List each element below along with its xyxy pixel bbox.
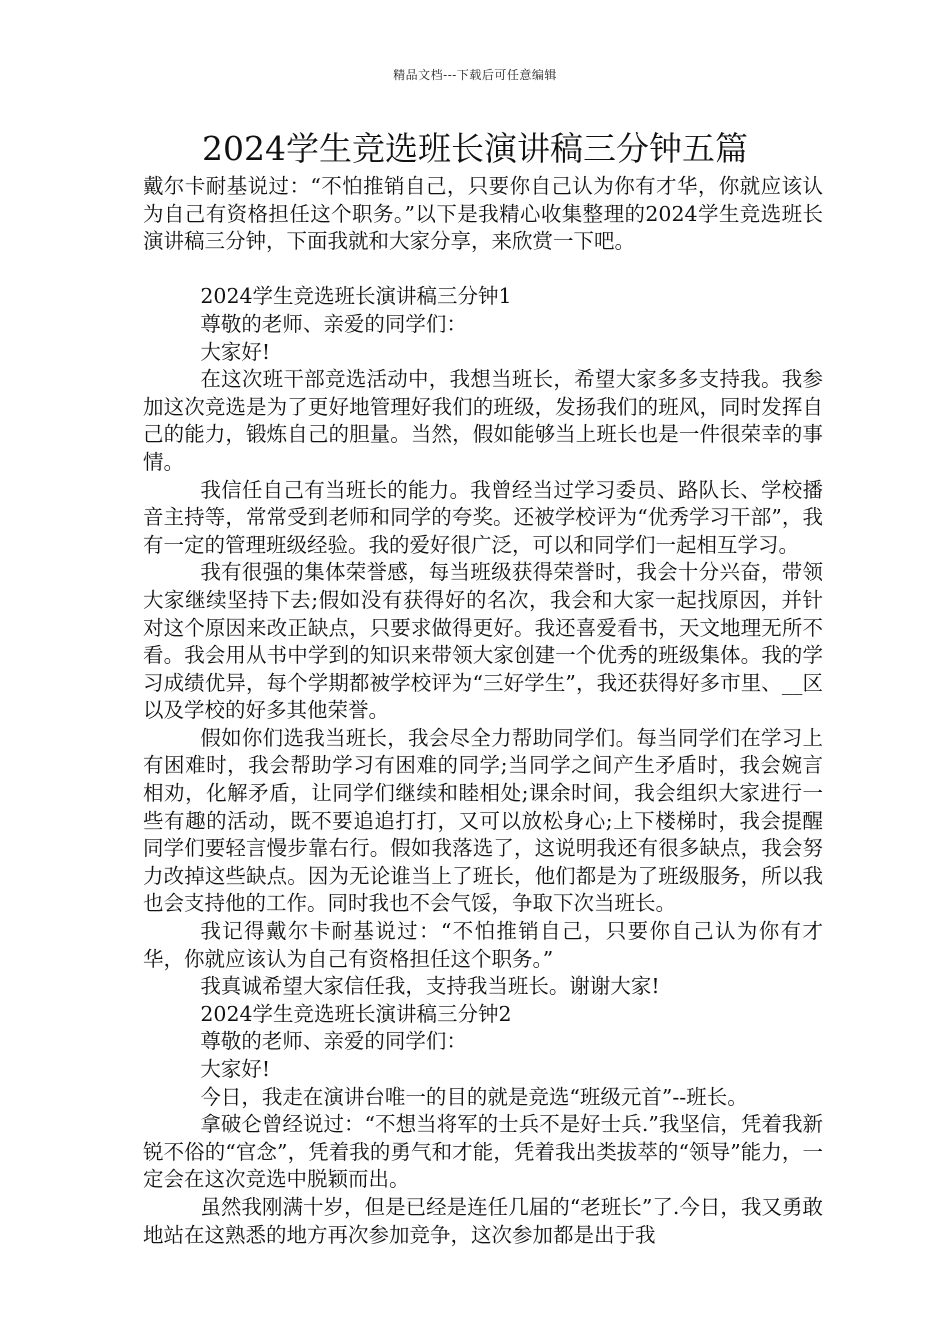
document-title: 2024学生竞选班长演讲稿三分钟五篇 [202, 129, 748, 168]
body-paragraph: 今日，我走在演讲台唯一的目的就是竞选“班级元首”--班长。 [200, 1084, 748, 1109]
body-paragraph: 在这次班干部竞选活动中，我想当班长，希望大家多多支持我。我参加这次竞选是为了更好地管理好我们的班级，发扬我们的班风，同时发挥自己的能力，锻炼自己的胆量。当然，假如能够当上班长也是一件很荣幸的事情。 [143, 367, 823, 474]
body-paragraph: 我有很强的集体荣誉感，每当班级获得荣誉时，我会十分兴奋，带领大家继续坚持下去;假如没有获得好的名次，我会和大家一起找原因，并针对这个原因来改正缺点，只要求做得更好。我还喜爱看书，天文地理无所不看。我会用从书中学到的知识来带领大家创建一个优秀的班级集体。我的学习成绩优异，每个学期都被学校评为“三好学生”，我还获得好多市里、__区以及学校的好多其他荣誉。 [143, 560, 823, 723]
section-heading: 2024学生竞选班长演讲稿三分钟2 [200, 1001, 512, 1026]
body-paragraph: 我真诚希望大家信任我，支持我当班长。谢谢大家! [200, 974, 660, 999]
body-paragraph: 我记得戴尔卡耐基说过：“不怕推销自己，只要你自己认为你有才华，你就应该认为自己有资格担任这个职务。” [143, 919, 823, 971]
header-note: 精品文档---下载后可任意编辑 [393, 68, 557, 82]
body-paragraph: 我信任自己有当班长的能力。我曾经当过学习委员、路队长、学校播音主持等，常常受到老师和同学的夸奖。还被学校评为“优秀学习干部”，我有一定的管理班级经验。我的爱好很广泛，可以和同学们一起相互学习。 [143, 477, 823, 557]
body-paragraph: 虽然我刚满十岁，但是已经是连任几届的“老班长”了.今日，我又勇敢地站在这熟悉的地方再次参加竞争，这次参加都是出于我 [143, 1194, 823, 1247]
document-body [143, 173, 823, 1249]
salutation: 尊敬的老师、亲爱的同学们： [200, 1029, 467, 1054]
salutation: 尊敬的老师、亲爱的同学们： [200, 311, 467, 336]
intro-paragraph: 戴尔卡耐基说过：“不怕推销自己，只要你自己认为你有才华，你就应该认为自己有资格担任这个职务。”以下是我精心收集整理的2024学生竞选班长演讲稿三分钟，下面我就和大家分享，来欣赏一下吧。 [143, 174, 823, 254]
greeting: 大家好! [200, 1057, 271, 1081]
section-heading: 2024学生竞选班长演讲稿三分钟1 [200, 284, 512, 309]
body-paragraph: 拿破仑曾经说过：“不想当将军的士兵不是好士兵.”我坚信，凭着我新锐不俗的“官念”，凭着我的勇气和才能，凭着我出类拔萃的“领导”能力，一定会在这次竞选中脱颖而出。 [143, 1112, 823, 1192]
greeting: 大家好! [200, 339, 271, 364]
body-paragraph: 假如你们选我当班长，我会尽全力帮助同学们。每当同学们在学习上有困难时，我会帮助学习有困难的同学;当同学之间产生矛盾时，我会婉言相劝，化解矛盾，让同学们继续和睦相处;课余时间，我会组织大家进行一些有趣的活动，既不要追追打打，又可以放松身心;上下楼梯时，我会提醒同学们要轻言慢步靠右行。假如我落选了，这说明我还有很多缺点，我会努力改掉这些缺点。因为无论谁当上了班长，他们都是为了班级服务，所以我也会支持他的工作。同时我也不会气馁，争取下次当班长。 [143, 725, 823, 916]
